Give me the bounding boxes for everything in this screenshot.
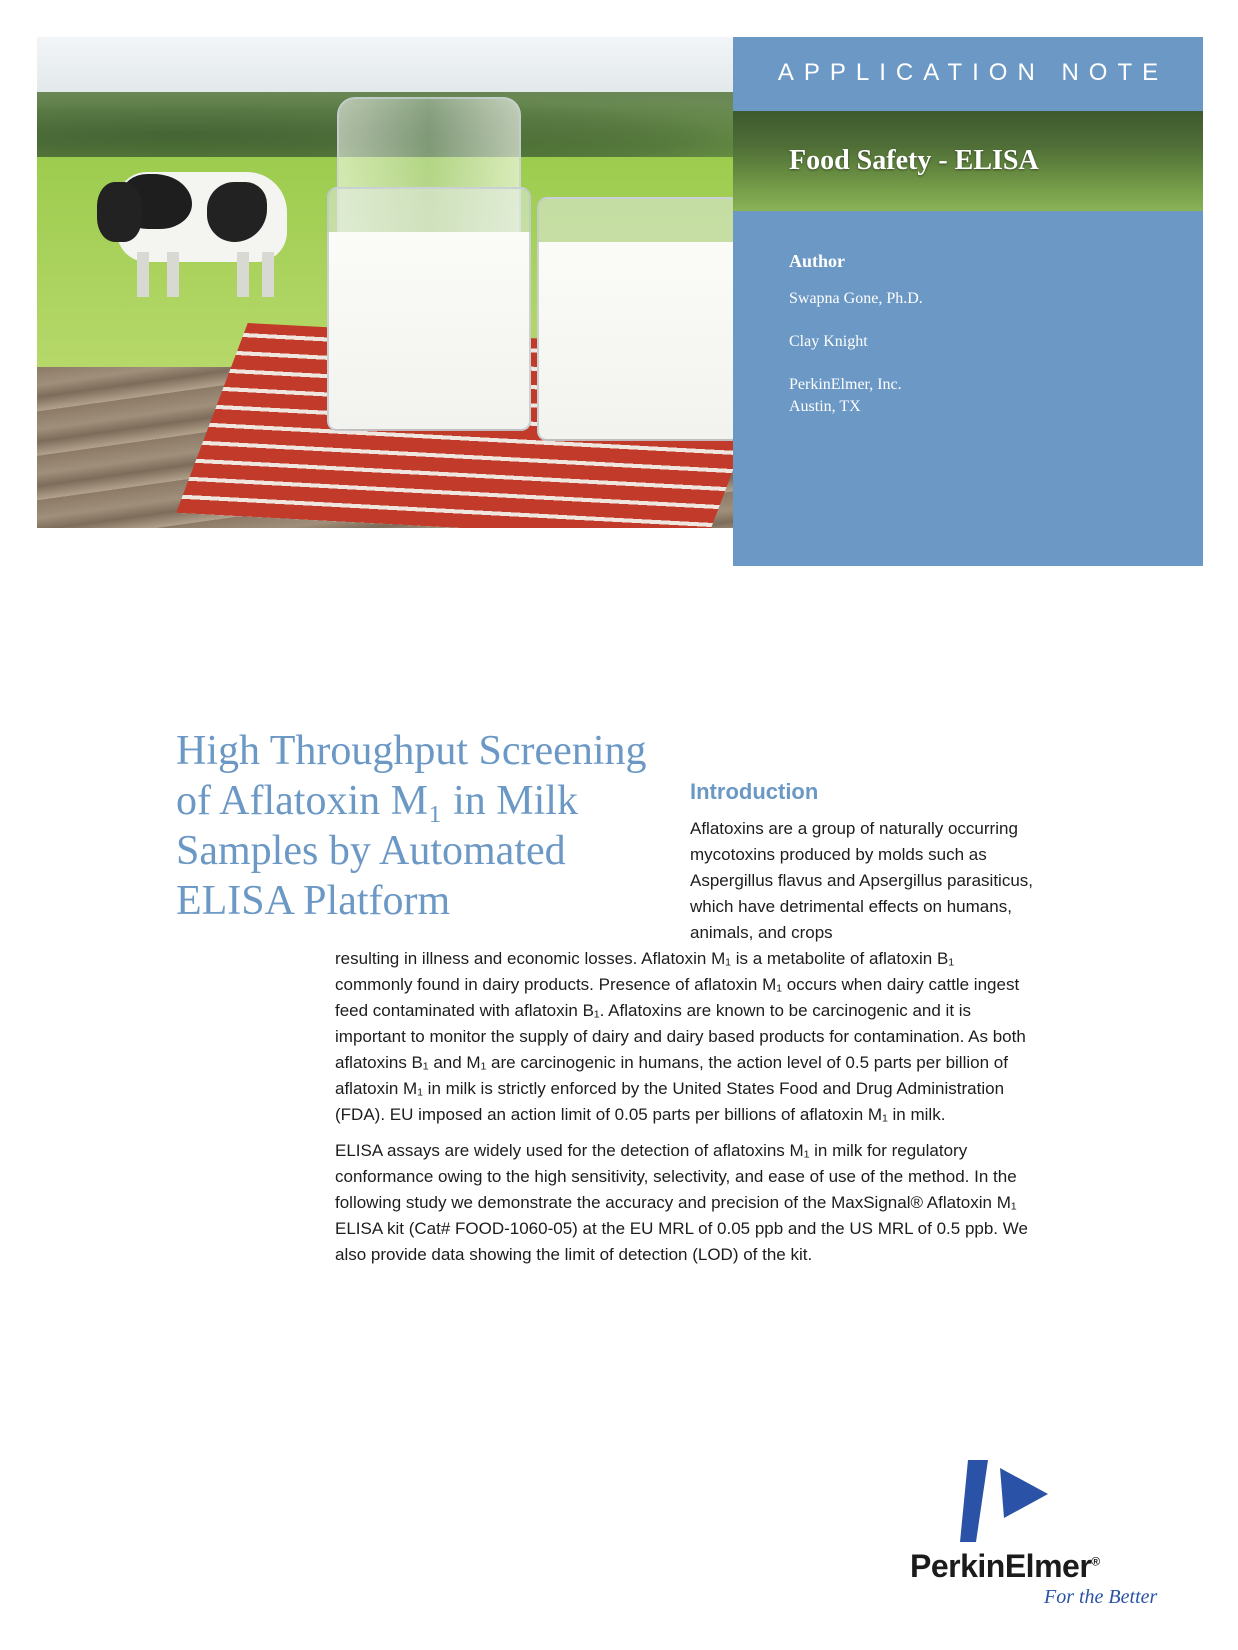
category-banner [733,111,1203,211]
author-affiliation: PerkinElmer, Inc. [789,376,902,393]
title-line: of Aflatoxin M₁ in Milk [176,778,578,824]
milk-glass [537,197,735,441]
page-title [176,726,696,926]
hero-photo-milk-cows [37,37,735,528]
intro-paragraph-continuation: resulting in illness and economic losses. Aflatoxin M₁ is a metabolite of aflatoxin B₁ commonly found in dairy products. Presence of aflatoxin M₁ occurs when dairy cattle ingest feed contaminated with aflatoxin B₁. Aflatoxins are known to be carcinogenic and it is important to monitor the supply of dairy and dairy based products for contamination. As both aflatoxins B₁ and M₁ are carcinogenic in humans, the action level of 0.5 parts per billion of aflatoxin M₁ in milk is strictly enforced by the United States Food and Drug Administration (FDA). EU imposed an action limit of 0.05 parts per billions of aflatoxin M₁ in milk. [335,949,1026,1124]
cow-figure [97,152,307,302]
milk-glass [327,187,531,431]
author-name: Clay Knight [789,333,868,350]
perkinelmer-logo [910,1460,1170,1610]
application-note-label: APPLICATION NOTE [777,59,1169,86]
author-panel [733,211,1203,566]
title-line: ELISA Platform [176,878,451,924]
title-line: High Throughput Screening [176,728,647,774]
introduction-heading: Introduction [690,779,819,804]
perkinelmer-p-icon [960,1460,1060,1544]
brand-name: PerkinElmer® [910,1548,1100,1584]
application-note-banner [733,37,1203,111]
introduction-body [335,946,1035,1278]
brand-tagline: For the Better [1044,1586,1158,1608]
author-heading: Author [789,251,846,271]
category-subtitle: Food Safety - ELISA [789,145,1039,176]
author-name: Swapna Gone, Ph.D. [789,290,923,307]
introduction-column-text [690,816,1036,946]
author-location: Austin, TX [789,398,861,415]
intro-paragraph-2: ELISA assays are widely used for the detection of aflatoxins M₁ in milk for regulatory conformance owing to the high sensitivity, selectivity, and ease of use of the method. In the following study we demonstrate the accuracy and precision of the MaxSignal® Aflatoxin M₁ ELISA kit (Cat# FOOD-1060-05) at the EU MRL of 0.05 ppb and the US MRL of 0.5 ppb. We also provide data showing the limit of detection (LOD) of the kit. [335,1141,1028,1264]
title-line: Samples by Automated [176,828,566,874]
intro-paragraph-start: Aflatoxins are a group of naturally occurring mycotoxins produced by molds such as Aspergillus flavus and Apsergillus parasiticus, which have detrimental effects on humans, animals, and crops [690,819,1034,942]
